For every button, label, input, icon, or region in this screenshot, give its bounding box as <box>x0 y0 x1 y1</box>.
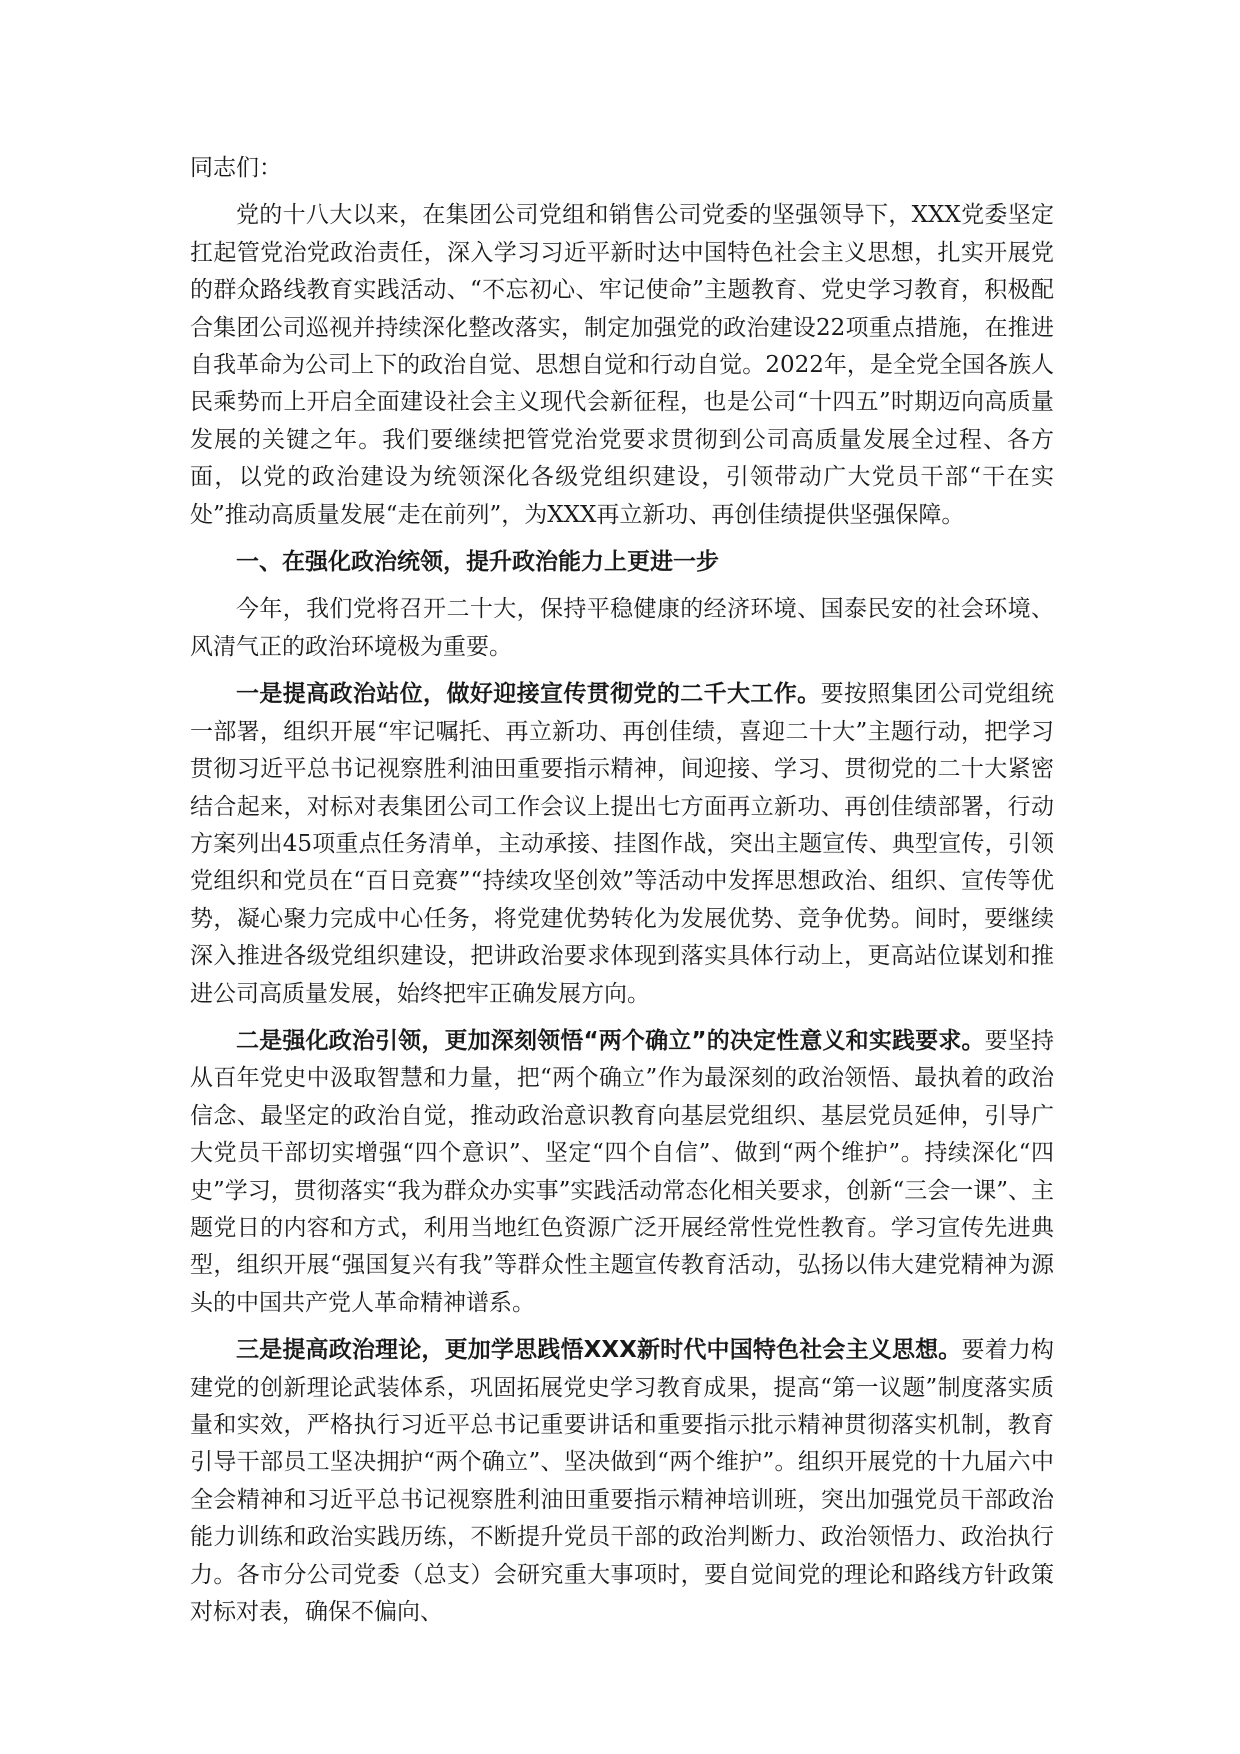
point-lead: 一是提高政治站位，做好迎接宣传贯彻党的二千大工作。 <box>236 681 821 708</box>
salutation: 同志们： <box>190 155 282 181</box>
intro-paragraph: 党的十八大以来，在集团公司党组和销售公司党委的坚强领导下，XXX党委坚定扛起管党治党政治责任，深入学习习近平新时达中国特色社会主义思想，扎实开展党的群众路线教育实践活动、“不忘初心、牢记使命”主题教育、党史学习教育，积极配合集团公司巡视并持续深化整改落实，制定加强党的政治建设22项重点措施，在推进自我革命为公司上下的政治自觉、思想自觉和行动自觉。2022年，是全党全国各族人民乘势而上开启全面建设社会主义现代会新征程，也是公司“十四五”时期迈向高质量发展的关键之年。我们要继续把管党治党要求贯彻到公司高质量发展全过程、各方面，以党的政治建设为统领深化各级党组织建设，引领带动广大党员干部“干在实处”推动高质量发展“走在前列”，为XXX再立新功、再创佳绩提供坚强保障。 <box>190 202 1054 528</box>
point-paragraph-2 <box>190 1023 1054 1322</box>
point-paragraph-1 <box>190 676 1054 1013</box>
point-lead: 二是强化政治引领，更加深刻领悟“两个确立”的决定性意义和实践要求。 <box>236 1027 985 1054</box>
point-body: 要着力构建党的创新理论武装体系，巩固拓展党史学习教育成果，提高“第一议题”制度落实质量和实效，严格执行习近平总书记重要讲话和重要指示批示精神贯彻落实机制，教育引导干部员工坚决拥护“两个确立”、坚决做到“两个维护”。组织开展党的十九届六中全会精神和习近平总书记视察胜利油田重要指示精神培训班，突出加强党员干部政治能力训练和政治实践历练，不断提升党员干部的政治判断力、政治领悟力、政治执行力。各市分公司党委（总支）会研究重大事项时，要自觉间党的理论和路线方针政策对标对表，确保不偏向、 <box>190 1337 1054 1626</box>
point-body: 要坚持从百年党史中汲取智慧和力量，把“两个确立”作为最深刻的政治领悟、最执着的政治信念、最坚定的政治自觉，推动政治意识教育向基层党组织、基层党员延伸，引导广大党员干部切实增强“四个意识”、坚定“四个自信”、做到“两个维护”。持续深化“四史”学习，贯彻落实“我为群众办实事”实践活动常态化相关要求，创新“三会一课”、主题党日的内容和方式，利用当地红色资源广泛开展经常性党性教育。学习宣传先进典型，组织开展“强国复兴有我”等群众性主题宣传教育活动，弘扬以伟大建党精神为源头的中国共产党人革命精神谱系。 <box>190 1027 1055 1316</box>
point-body: 要按照集团公司党组统一部署，组织开展“牢记嘱托、再立新功、再创佳绩，喜迎二十大”主题行动，把学习贯彻习近平总书记视察胜利油田重要指示精神，间迎接、学习、贯彻党的二十大紧密结合起来，对标对表集团公司工作会议上提出七方面再立新功、再创佳绩部署，行动方案列出45项重点任务清单，主动承接、挂图作战，突出主题宣传、典型宣传，引领党组织和党员在“百日竞赛”“持续攻坚创效”等活动中发挥思想政治、组织、宣传等优势，凝心聚力完成中心任务，将党建优势转化为发展优势、竞争优势。间时，要继续深入推进各级党组织建设，把讲政治要求体现到落实具体行动上，更高站位谋划和推进公司高质量发展，始终把牢正确发展方向。 <box>190 681 1055 1007</box>
document-page <box>190 150 1054 1641</box>
section-intro-paragraph: 今年，我们党将召开二十大，保持平稳健康的经济环境、国泰民安的社会环境、风清气正的政治环境极为重要。 <box>190 596 1054 660</box>
point-lead: 三是提高政治理论，更加学思践悟XXX新时代中国特色社会主义思想。 <box>236 1337 962 1364</box>
section-heading: 一、在强化政治统领，提升政治能力上更进一步 <box>236 549 719 576</box>
point-paragraph-3 <box>190 1332 1054 1631</box>
